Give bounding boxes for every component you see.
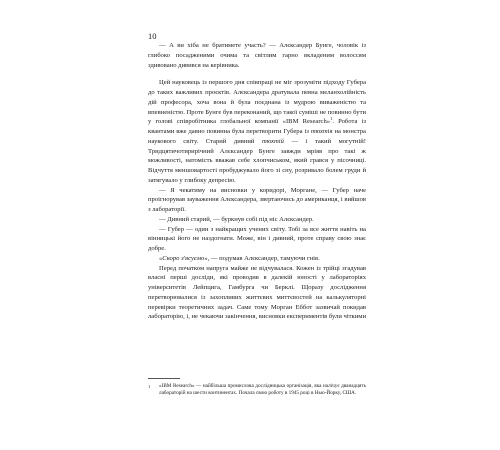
text-run: », — подумав Алєксандер, тамуючи гнів. bbox=[204, 254, 320, 262]
text-run: — Я чекатиму на висновки у коридорі, Моргане, — Губер наче проігнорував зауваження Алєксандера, звертаючись до американця, і вийшов з лабораторії. bbox=[148, 186, 366, 213]
footnote-reference: 1 bbox=[330, 116, 333, 122]
paragraph bbox=[148, 78, 366, 185]
footnote-mark: 1 bbox=[148, 384, 151, 389]
text-run: Цей науковець із першого дня співпраці не міг зрозуміти підходу Губера до таких важливих проєктів. Алєксандера дратувала певна меланхолійність дій професора, хоча вона й була поєднана із мудрою виваженістю та впевненістю. Проте Бунге був переконаний, що такої суміші не повинно бути у голові співробітника глобальної компанії «IBM Research» bbox=[148, 79, 366, 126]
paragraph bbox=[148, 264, 366, 323]
text-run: на монстра наукового світу. Старий дивний bbox=[148, 128, 366, 145]
body-text bbox=[148, 41, 366, 322]
text-run: — Дивний старий, — буркнув собі під ніс Алєксандер. bbox=[159, 215, 314, 223]
paragraph bbox=[148, 225, 366, 254]
footnote-text: «IBM Research» — найбільша промислова дослідницька організація, яка налічує дванадцять лабораторій на шести континентах. Почала свою роботу в 1945 році в Нью-Йорку, США. bbox=[159, 383, 366, 397]
text-run: — і такий могутній! Тридцятичотирирічний Алєксандер Бунге завжди мріяв про такі ж можливості, натомість вважав себе хлопчиськом, який грався у пісочниці. Відчуття меншовартості пробуджувало його зі сну, розривало болем груди й затягувало у глибоку депресію. bbox=[148, 137, 367, 184]
footnote bbox=[148, 383, 366, 397]
paragraph bbox=[148, 215, 366, 225]
footnote-divider bbox=[148, 378, 180, 379]
emphasis-text: Скоро з'ясуємо bbox=[162, 254, 205, 262]
emphasis-text: тюхтій bbox=[261, 137, 284, 145]
text-run: « bbox=[159, 254, 163, 262]
text-run: . Робота із квантами вже давно повинна була перетворити Губера із bbox=[148, 118, 366, 135]
paragraph bbox=[148, 41, 366, 70]
page-number: 10 bbox=[148, 31, 157, 41]
text-run: — Губер — один з найкращих учених світу. Тобі за все життя навіть на вінницькі його не наздогнати. Може, він і дивний, проте справу свою знає добре. bbox=[148, 225, 366, 252]
paragraph bbox=[148, 254, 366, 264]
emphasis-text: тюхтія bbox=[310, 128, 333, 135]
paragraph bbox=[148, 186, 366, 215]
text-run: Перед початком напруга майже не відчувалася. Кожен із трійці згадував власні перші досліди, які проводив в далекій юності у лабораторіях університетів Лейпцига, Гамбурга чи Берклі. Щоразу дослідження перетворювалися із захопливих життєвих миттєвостей на калькуляторні перевірки теоретичних задач. Саме тому Морган Еббот зазвичай покидав лабораторію, і, не чекаючи закінчення, висновки експериментів були чіткими bbox=[148, 264, 366, 321]
text-run: — А ви хіба не братимете участь? — Алєксандер Бунге, чоловік із глибоко посадженими очима та світлим гарно вкладеним волоссям здивовано дивився на керівника. bbox=[148, 42, 366, 69]
